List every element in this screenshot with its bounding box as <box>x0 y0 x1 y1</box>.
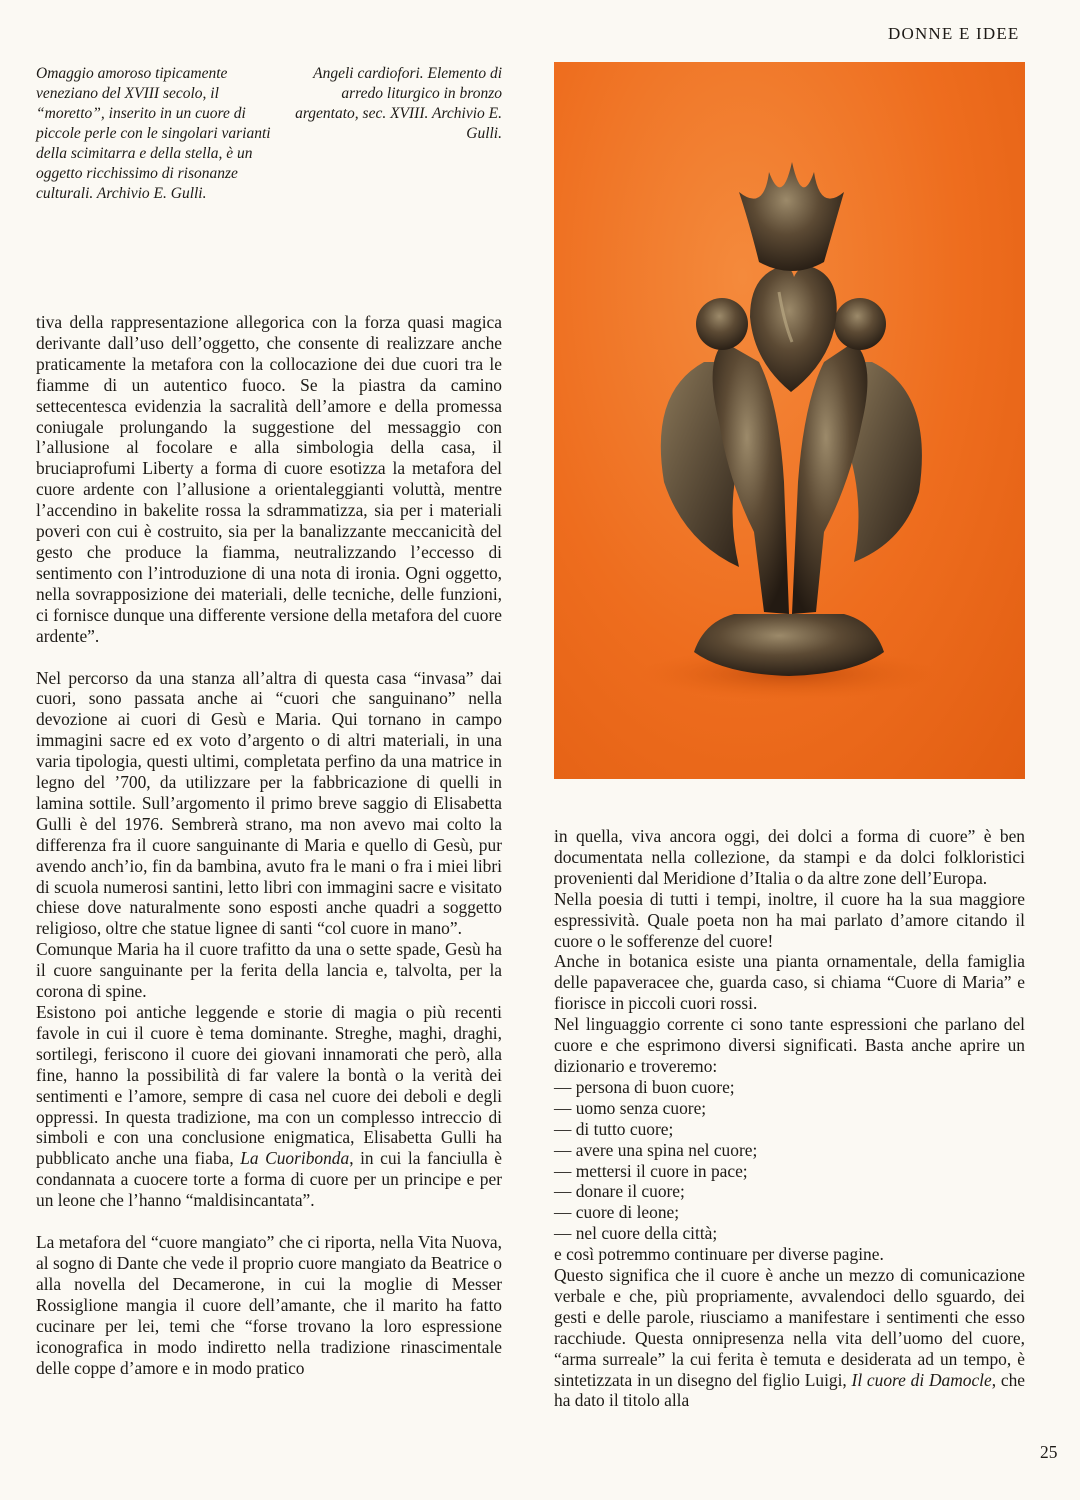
list-item: — uomo senza cuore; <box>554 1097 707 1118</box>
drawing-title: Il cuore di Damocle <box>851 1369 992 1390</box>
heart-flames <box>739 162 844 271</box>
photo-caption-right: Angeli cardiofori. Elemento di arredo liturgico in bronzo argentato, sec. XVIII. Archivio E. Gulli. <box>295 65 502 142</box>
paragraph: tiva della rappresentazione allegorica con la forza quasi magica derivante dall’uso dell’oggetto, che consente di realizzare anche praticamente la metafora con la collocazione dei due cuori tra le fiamme di un autentico fuoco. Se la piastra da camino settecentesca evidenzia la sacralità dell’amore e della promessa coniugale prolungando la suggestione del messaggio con l’allusione al focolare e alla simbologia della casa, il bruciaprofumi Liberty a forma di cuore esotizza la metafora del cuore ardente con l’allusione a orientaleggianti voluttà, mentre l’accendino in bakelite rossa la sdrammatizza, sia per i materiali poveri con cui è costruito, sia per la banalizzante meccanicità del gesto che produce la fiamma, neutralizzando l’eccesso di sentimento con l’introduzione di una nota di ironia. Ogni oggetto, nella sovrapposizione dei materiali, delle tecniche, delle funzioni, ci fornisce dunque una differente versione della metafora del cuore ardente”. <box>36 312 502 646</box>
paragraph: Esistono poi antiche leggende e storie di magia o più recenti favole in cui il cuore è tema dominante. Streghe, maghi, draghi, sortilegi, feriscono il cuore dei giovani innamorati che però, alla fine, hanno la possibilità di far valere la bontà o la verità dei sentimenti e l’amore, sempre di casa nel cuore dei deboli e degli oppressi. In questa tradizione, ma con un complesso intreccio di simboli e con una conclusione enigmatica, Elisabetta Gulli ha pubblicato anche una fiaba, La Cuoribonda, in cui la fanciulla è condannata a cuocere torte a forma di cuore per un principe e per un leone che l’hanno “maldisincantata”. <box>36 1002 503 1211</box>
paragraph: Nel percorso da una stanza all’altra di questa casa “invasa” dai cuori, sono passata anche ai “cuori che sanguinano” nella devozione ai cuori di Gesù e Maria. Qui tornano in campo immagini sacre ed ex voto d’argento o di altri materiali, in una varia tipologia, questi ultimi, completata perfino da una matrice in legno del ’700, da utilizzare per la fabbricazione di quelli in lamina sottile. Sull’argomento il primo breve saggio di Elisabetta Gulli è del 1976. Sembrerà strano, ma non avevo mai colto la differenza fra il cuore sanguinante di Maria e quello di Gesù, pur avendo anch’io, fin da bambina, avuto fra le mani o fra i miei libri di scuola numerosi santini, letto libri con immagini sacre e visitato chiese dove naturalmente sono esposti anche quadri a soggetto religioso, oltre che statue lignee di santi “col cuore in mano”. <box>36 667 502 939</box>
paragraph: in quella, viva ancora oggi, dei dolci a forma di cuore” è ben documentata nella collezione, da stampi e da dolci folkloristici provenienti dal Meridione d’Italia o da altre zone dell’Europa. <box>554 826 1025 888</box>
photo-bronze-angels <box>554 62 1025 779</box>
list-item: — avere una spina nel cuore; <box>554 1139 758 1160</box>
right-text-column <box>554 826 1025 1411</box>
expressions-list <box>554 1077 1025 1244</box>
paragraph: Anche in botanica esiste una pianta ornamentale, della famiglia delle papaveracee che, guarda caso, si chiama “Cuore di Maria” e fiorisce in piccoli cuori rossi. <box>554 951 1025 1014</box>
statue-illustration <box>554 62 1025 779</box>
paragraph: Comunque Maria ha il cuore trafitto da una o sette spade, Gesù ha il cuore sanguinante per la ferita della lancia e, talvolta, per la corona di spine. <box>36 939 502 1002</box>
right-angel-head <box>834 298 886 350</box>
list-item: — persona di buon cuore; <box>554 1076 735 1097</box>
list-item: — mettersi il cuore in pace; <box>554 1160 748 1181</box>
paragraph: La metafora del “cuore mangiato” che ci riporta, nella Vita Nuova, al sogno di Dante che vede il proprio cuore mangiato da Beatrice o alla novella del Decamerone, in cui la moglie di Messer Rossiglione mangia il cuore dell’amante, che il marito ha fatto cucinare per lei, temi che “forse trovano la loro espressione iconografica in modo indiretto nella tradizione rinascimentale delle coppe d’amore e in modo pratico <box>36 1232 502 1378</box>
paragraph: e così potremmo continuare per diverse pagine. <box>554 1244 884 1265</box>
paragraph: Questo significa che il cuore è anche un mezzo di comunicazione verbale e che, più propriamente, avvalendoci dello sguardo, dei gesti e delle parole, riusciamo a manifestare i sentimenti che esso racchiude. Questa onnipresenza nella vita dell’uomo del cuore, “arma surreale” la cui ferita è temuta e desiderata ad un tempo, è sintetizzata in un disegno del figlio Luigi, Il cuore di Damocle, che ha dato il titolo alla <box>554 1265 1025 1411</box>
left-angel-head <box>696 298 748 350</box>
list-item: — nel cuore della città; <box>554 1223 718 1244</box>
left-text-column <box>36 312 502 1378</box>
photo-caption-left: Omaggio amoroso tipicamente veneziano del XVIII secolo, il “moretto”, inserito in un cuore di piccole perle con le singolari varianti della scimitarra e della stella, è un oggetto ricchissimo di risonanze culturali. Archivio E. Gulli. <box>36 65 271 202</box>
list-item: — donare il cuore; <box>554 1181 685 1202</box>
list-item: — cuore di leone; <box>554 1202 680 1223</box>
page-number: 25 <box>1040 1442 1058 1462</box>
running-head: DONNE E IDEE <box>888 24 1020 43</box>
list-item: — di tutto cuore; <box>554 1118 674 1139</box>
paragraph: Nella poesia di tutti i tempi, inoltre, il cuore ha la sua maggiore espressività. Quale poeta non ha mai parlato d’amore citando il cuore o le sofferenze del cuore! <box>554 888 1025 951</box>
book-title: La Cuoribonda <box>240 1148 350 1169</box>
paragraph: Nel linguaggio corrente ci sono tante espressioni che parlano del cuore e che esprimono diversi significati. Basta anche aprire un dizionario e troveremo: <box>554 1014 1025 1076</box>
